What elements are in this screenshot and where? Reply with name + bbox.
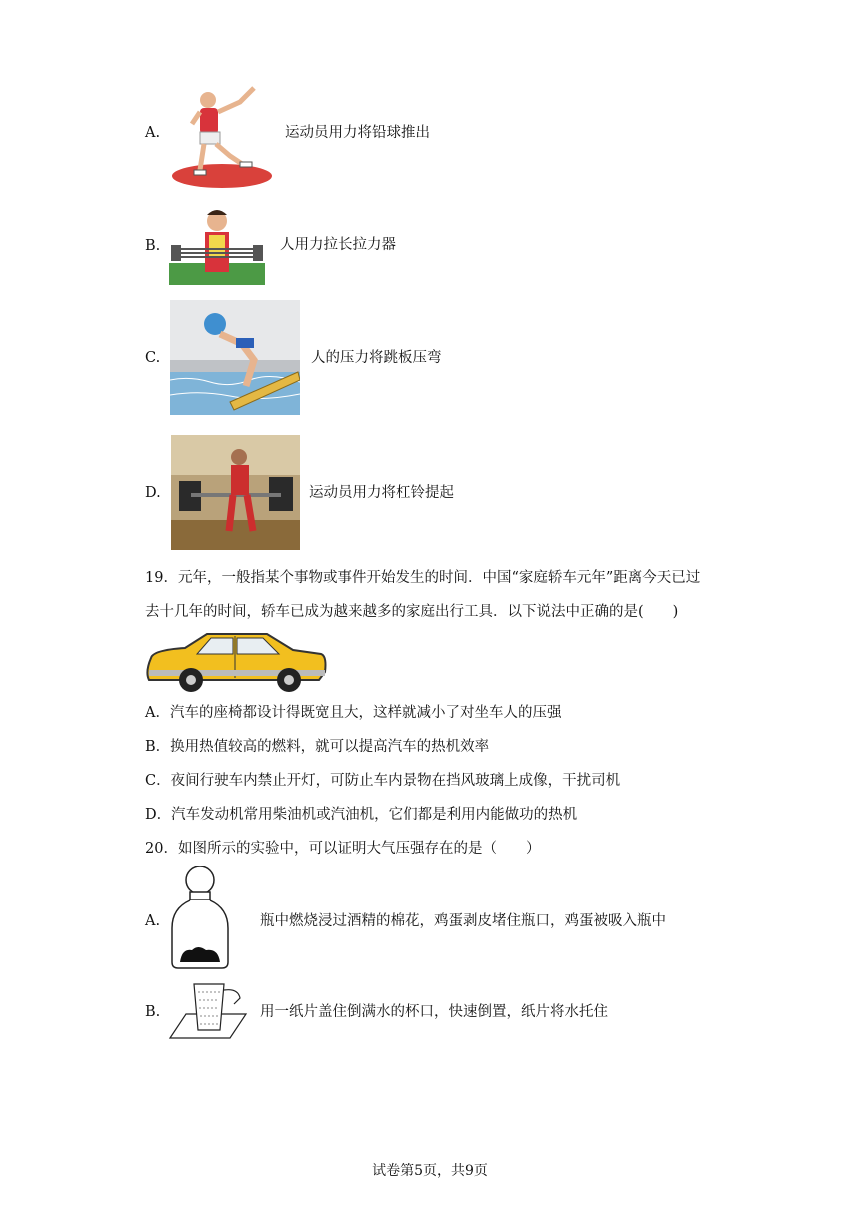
- question-19-option-a: A．汽车的座椅都设计得既宽且大，这样就减小了对坐车人的压强: [145, 705, 562, 721]
- option-letter: D.: [145, 485, 161, 501]
- question-19-stem-line1: 19．元年，一般指某个事物或事件开始发生的时间．中国“家庭轿车元年”距离今天已过: [145, 570, 701, 586]
- page-footer: 试卷第5页，共9页: [372, 1163, 488, 1179]
- question-19-option-b: B．换用热值较高的燃料，就可以提高汽车的热机效率: [145, 739, 490, 755]
- inverted-cup-image: [168, 980, 248, 1042]
- option-text: 运动员用力将铅球推出: [285, 125, 430, 141]
- option-text: 人用力拉长拉力器: [280, 237, 396, 253]
- option-letter: A.: [145, 913, 161, 929]
- shot-put-image: [170, 84, 275, 190]
- option-text: 运动员用力将杠铃提起: [309, 485, 454, 501]
- car-image: [145, 628, 327, 694]
- chest-expander-image: [169, 207, 265, 285]
- bottle-egg-image: [168, 866, 232, 970]
- question-20-stem: 20．如图所示的实验中，可以证明大气压强存在的是（ ）: [145, 841, 541, 857]
- option-text: 瓶中燃烧浸过酒精的棉花，鸡蛋剥皮堵住瓶口，鸡蛋被吸入瓶中: [260, 913, 666, 929]
- option-letter: B.: [145, 238, 161, 254]
- option-letter: B.: [145, 1004, 161, 1020]
- question-19-option-c: C．夜间行驶车内禁止开灯，可防止车内景物在挡风玻璃上成像，干扰司机: [145, 773, 621, 789]
- option-text: 用一纸片盖住倒满水的杯口，快速倒置，纸片将水托住: [260, 1004, 608, 1020]
- option-text: 人的压力将跳板压弯: [311, 350, 442, 366]
- option-letter: A.: [145, 125, 161, 141]
- option-letter: C.: [145, 350, 161, 366]
- question-19-option-d: D．汽车发动机常用柴油机或汽油机，它们都是利用内能做功的热机: [145, 807, 578, 823]
- question-19-stem-line2: 去十几年的时间，轿车已成为越来越多的家庭出行工具．以下说法中正确的是( ): [145, 604, 679, 620]
- diving-board-image: [170, 300, 300, 415]
- weightlifting-image: [171, 435, 300, 550]
